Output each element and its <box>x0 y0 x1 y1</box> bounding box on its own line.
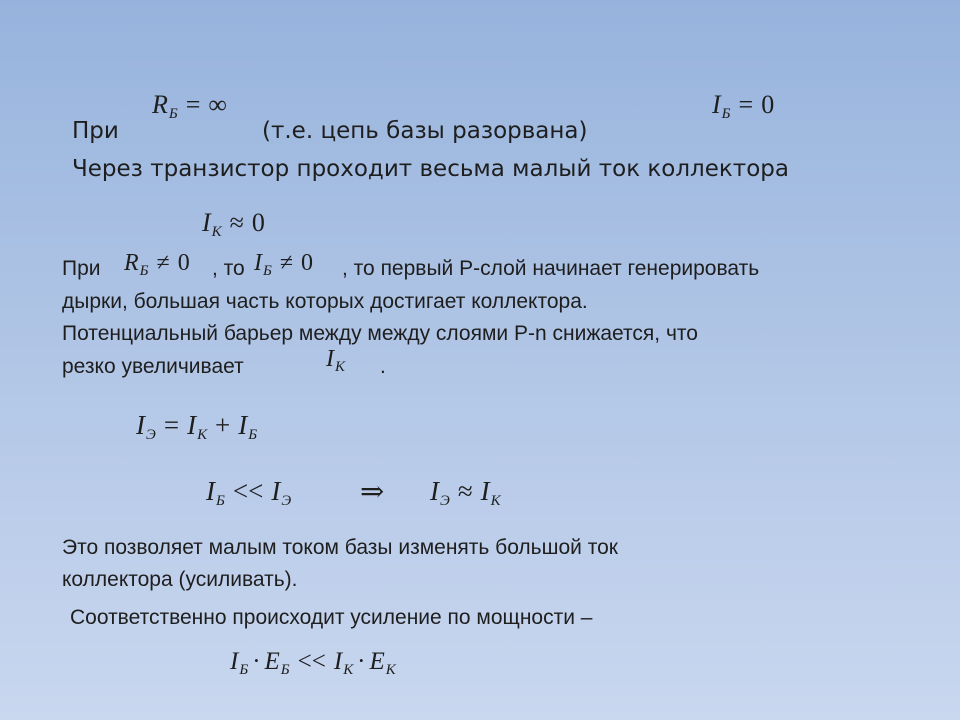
text-holes: дырки, большая часть которых достигает коллектора. <box>62 290 588 313</box>
text-increases: резко увеличивает <box>62 355 244 378</box>
text-pri-2: При <box>62 257 101 280</box>
text-power-gain: Соответственно происходит усиление по мощности – <box>70 606 593 629</box>
formula-rb-infinity: $R_Б$ = ∞ <box>152 90 227 122</box>
text-pri-1: При <box>72 118 119 144</box>
formula-ik-approx-zero: $I_К \approx 0$ <box>202 208 265 240</box>
formula-power: $I_Б \cdot E_Б << I_К \cdot E_К$ <box>230 648 396 678</box>
text-base-open: (т.е. цепь базы разорвана) <box>262 118 588 144</box>
formula-ib-zero: $I_Б = 0$ <box>712 90 775 122</box>
formula-implies: ⇒ <box>360 476 385 508</box>
text-dot: . <box>380 355 386 378</box>
formula-ik: $I_К$ <box>326 346 345 375</box>
formula-ib-neq-zero: $I_Б \ne 0$ <box>254 250 314 279</box>
formula-ib-ll-ie: $I_Б << I_Э$ <box>206 476 292 509</box>
text-amplify-2: коллектора (усиливать). <box>62 568 298 591</box>
formula-ie-approx-ik: $I_Э \approx I_К$ <box>430 476 501 509</box>
text-amplify-1: Это позволяет малым током базы изменять большой ток <box>62 536 618 559</box>
text-p-layer: , то первый Р-слой начинает генерировать <box>342 257 760 280</box>
text-small-current: Через транзистор проходит весьма малый ток коллектора <box>72 156 789 182</box>
text-barrier: Потенциальный барьер между между слоями Р-n снижается, что <box>62 322 698 345</box>
formula-rb-neq-zero: $R_Б \ne 0$ <box>124 250 190 279</box>
text-to: , то <box>212 257 245 280</box>
formula-ie-sum: $I_Э = I_К + I_Б$ <box>136 410 258 443</box>
